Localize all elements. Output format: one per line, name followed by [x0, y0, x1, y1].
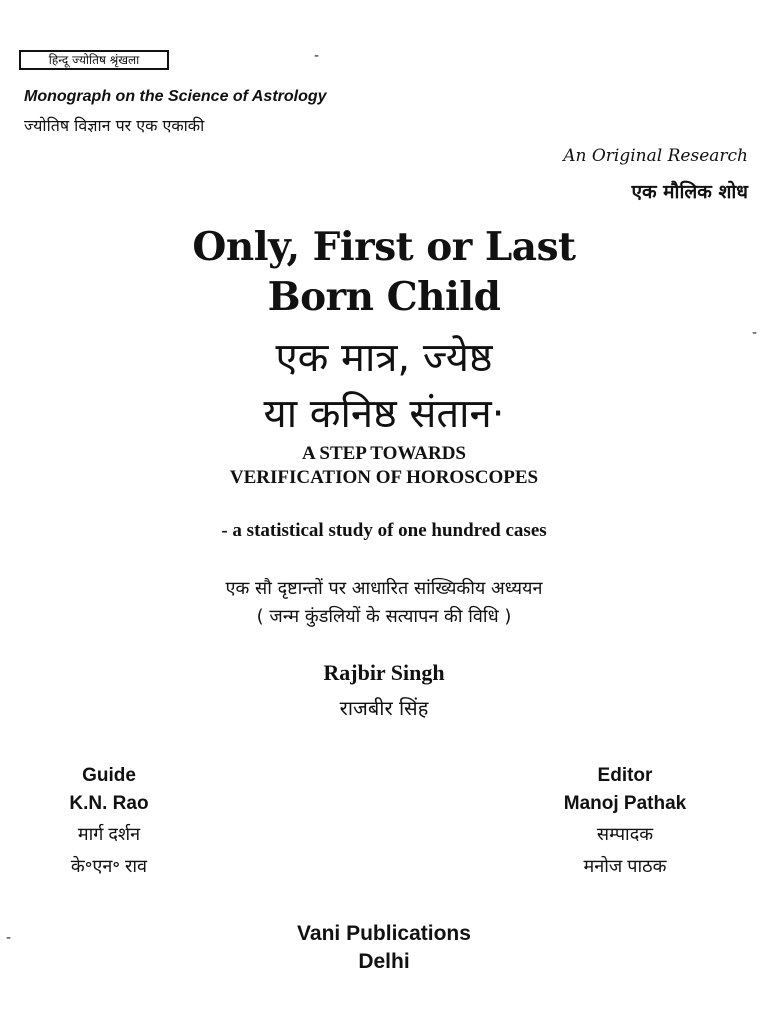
publisher-name: Vani Publications	[297, 922, 471, 945]
title-line-2: Born Child	[267, 274, 501, 320]
subtitle-line-1: A STEP TOWARDS	[301, 443, 467, 464]
editor-label-hi: सम्पादक	[596, 824, 654, 844]
book-title-en	[0, 222, 768, 322]
editor-name-hi: मनोज पाठक	[583, 856, 667, 876]
series-label-box	[19, 50, 169, 70]
title-hi-line-2: या कनिष्ठ संतान·	[263, 391, 505, 437]
study-hi-line-2: ( जन्म कुंडलियों के सत्यापन की विधि )	[256, 606, 512, 627]
publisher-block	[0, 920, 768, 976]
study-description-hi	[0, 575, 768, 631]
stray-mark: -	[752, 325, 758, 341]
author-name-hi: राजबीर सिंह	[339, 696, 429, 720]
publisher-city: Delhi	[358, 950, 410, 973]
original-research-en: An Original Research	[563, 146, 748, 166]
guide-block	[44, 762, 174, 882]
subtitle-line-2: VERIFICATION OF HOROSCOPES	[229, 467, 539, 488]
book-title-hi	[0, 330, 768, 442]
original-research-hi: एक मौलिक शोध	[631, 181, 748, 203]
guide-name-hi: के॰एन॰ राव	[70, 856, 148, 876]
title-line-1: Only, First or Last	[192, 224, 576, 270]
stray-mark: -	[314, 48, 320, 64]
guide-name: K.N. Rao	[69, 793, 149, 814]
monograph-en: Monograph on the Science of Astrology	[24, 88, 327, 105]
stray-mark: -	[6, 930, 12, 946]
study-hi-line-1: एक सौ दृष्टान्तों पर आधारित सांख्यिकीय अध्ययन	[225, 578, 543, 599]
title-hi-line-1: एक मात्र, ज्येष्ठ	[275, 335, 493, 381]
editor-label: Editor	[597, 765, 653, 786]
author-name-en: Rajbir Singh	[323, 660, 445, 685]
editor-name: Manoj Pathak	[563, 793, 687, 814]
editor-block	[530, 762, 720, 882]
series-label: हिन्दू ज्योतिष श्रृंखला	[48, 53, 140, 67]
study-description-en: - a statistical study of one hundred cases	[221, 520, 547, 541]
guide-label-hi: मार्ग दर्शन	[77, 824, 141, 844]
monograph-hi: ज्योतिष विज्ञान पर एक एकाकी	[24, 116, 205, 135]
subtitle	[0, 442, 768, 490]
guide-label: Guide	[82, 765, 136, 786]
